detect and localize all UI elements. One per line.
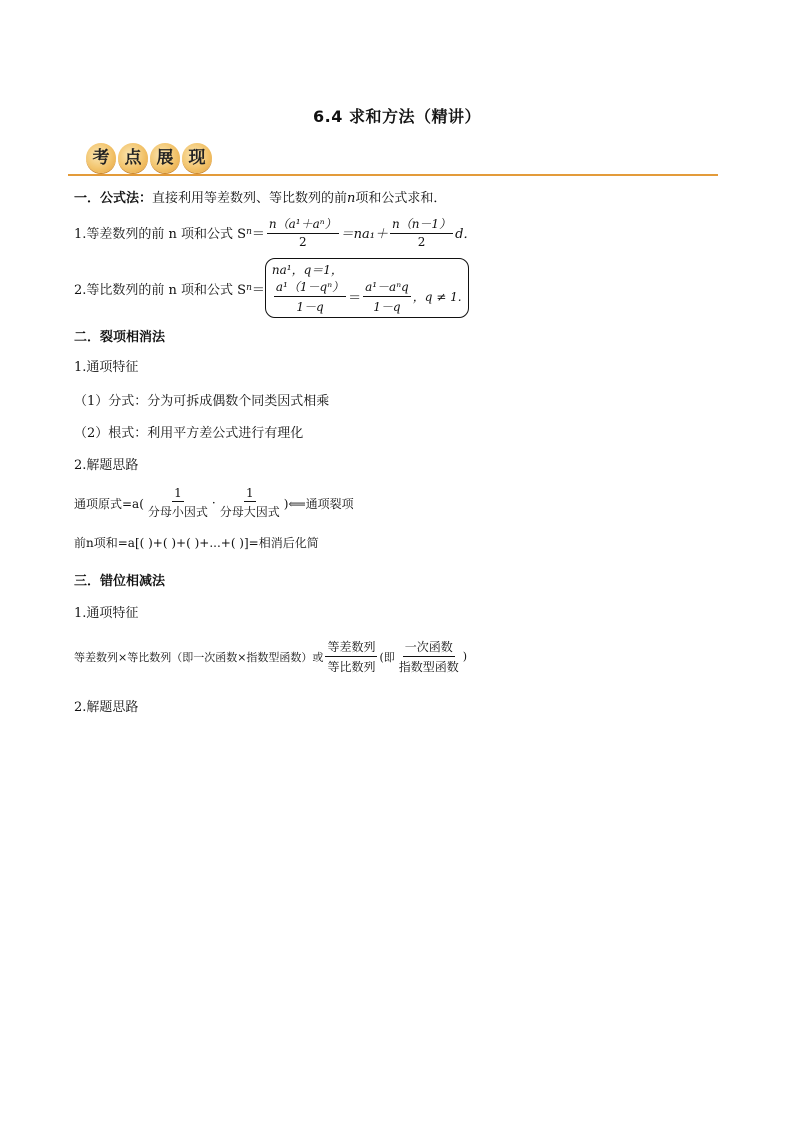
fraction: $\frac{n(n-1)}{2}$ [391, 217, 452, 249]
banner-char: 现 [182, 143, 212, 173]
subheading: 2.解题思路 [74, 700, 139, 715]
piecewise-bracket: na¹，q＝1， $\frac{\text{a¹（1－qⁿ）}}{1-q}$ ＝ $\frac{\text{a¹－aⁿq}}{1-q}$ ，q ≠ 1. [265, 258, 469, 318]
formula-arithmetic-sum: 1.等差数列的前 n 项和公式 S n ＝ $\frac{\text{n（a¹＋aⁿ）}}{2}$ ＝na₁＋ $\frac{n(n-1)}{2}$ d． [74, 217, 477, 249]
fraction: $\frac{1}{\text{分母小因式}}$ [147, 486, 208, 519]
banner-char: 点 [118, 143, 148, 173]
banner-char: 考 [86, 143, 116, 173]
banner-divider [68, 174, 718, 176]
section-banner [86, 143, 212, 173]
formula-geometric-sum: 2.等比数列的前 n 项和公式 S n ＝ na¹，q＝1， $\frac{\text{a¹（1－qⁿ）}}{1-q}$ ＝ $\frac{\text{a¹－aⁿq}}{1-q}$ ，q ≠ 1. [74, 258, 469, 318]
list-item: （1）分式：分为可拆成偶数个同类因式相乘 [74, 394, 330, 409]
fraction: $\frac{\text{a¹（1－qⁿ）}}{1-q}$ [275, 280, 345, 314]
section-3-heading: 三．错位相减法 [74, 574, 166, 589]
fraction: $\frac{\text{等差数列}}{\text{等比数列}}$ [327, 640, 376, 674]
banner-char: 展 [150, 143, 180, 173]
fraction: $\frac{1}{\text{分母大因式}}$ [219, 486, 280, 519]
fraction: $\frac{\text{n（a¹＋aⁿ）}}{2}$ [268, 217, 337, 249]
fraction: $\frac{\text{a¹－aⁿq}}{1-q}$ [365, 280, 409, 314]
formula-split-term: 通项原式=a( $\frac{1}{\text{分母小因式}}$ · $\frac{1}{\text{分母大因式}}$ )⟸通项裂项 [74, 486, 354, 519]
formula-dislocation: 等差数列×等比数列（即一次函数×指数型函数）或 $\frac{\text{等差数列}}{\text{等比数列}}$ (即 $\frac{\text{一次函数}}{\text{指数型函数}}$ ) [74, 640, 468, 674]
section-1-heading: 一．公式法：直接利用等差数列、等比数列的前n项和公式求和． [74, 191, 447, 206]
page-title: 6.4 求和方法（精讲） [313, 107, 481, 126]
subheading: 1.通项特征 [74, 360, 139, 375]
list-item: （2）根式：利用平方差公式进行有理化 [74, 426, 304, 441]
subheading: 2.解题思路 [74, 458, 139, 473]
subheading: 1.通项特征 [74, 606, 139, 621]
fraction: $\frac{\text{一次函数}}{\text{指数型函数}}$ [398, 640, 459, 674]
formula-telescoping-sum: 前n项和=a[( )+( )+( )+...+( )]=相消后化简 [74, 536, 319, 550]
section-2-heading: 二．裂项相消法 [74, 330, 166, 345]
